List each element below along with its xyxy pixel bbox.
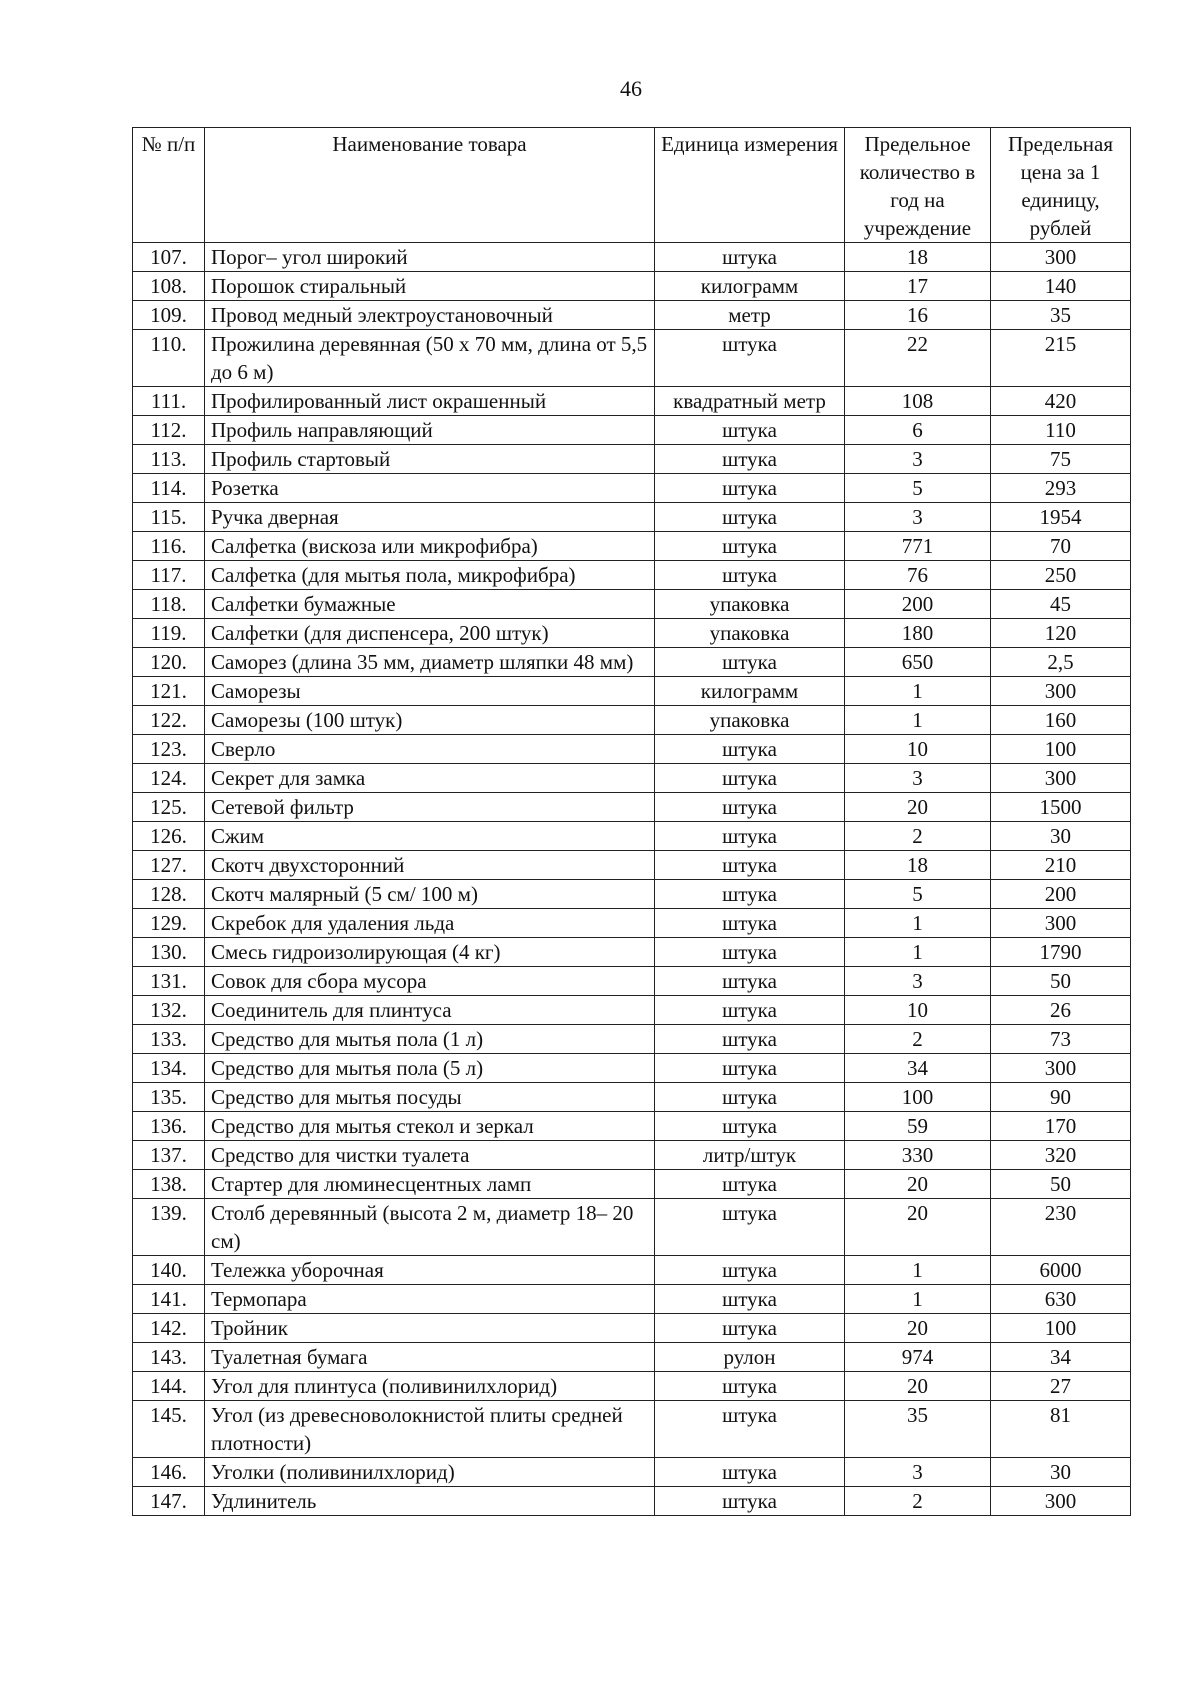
cell-qty: 20 <box>845 793 991 822</box>
cell-unit: штука <box>655 1025 845 1054</box>
cell-qty: 34 <box>845 1054 991 1083</box>
cell-unit: литр/штук <box>655 1141 845 1170</box>
cell-name: Средство для мытья стекол и зеркал <box>205 1112 655 1141</box>
cell-name: Туалетная бумага <box>205 1343 655 1372</box>
cell-name: Профиль стартовый <box>205 445 655 474</box>
table-row <box>133 503 1131 532</box>
cell-price: 81 <box>991 1401 1131 1458</box>
cell-name: Средство для чистки туалета <box>205 1141 655 1170</box>
table-row <box>133 851 1131 880</box>
cell-name: Столб деревянный (высота 2 м, диаметр 18– 20 см) <box>205 1199 655 1256</box>
cell-unit: штука <box>655 735 845 764</box>
cell-num: 136. <box>133 1112 205 1141</box>
cell-num: 146. <box>133 1458 205 1487</box>
cell-qty: 2 <box>845 1025 991 1054</box>
cell-price: 320 <box>991 1141 1131 1170</box>
cell-num: 112. <box>133 416 205 445</box>
cell-name: Удлинитель <box>205 1487 655 1516</box>
cell-qty: 974 <box>845 1343 991 1372</box>
cell-name: Соединитель для плинтуса <box>205 996 655 1025</box>
cell-price: 26 <box>991 996 1131 1025</box>
table-row <box>133 243 1131 272</box>
table-row <box>133 1343 1131 1372</box>
cell-price: 100 <box>991 735 1131 764</box>
cell-unit: штука <box>655 851 845 880</box>
cell-price: 2,5 <box>991 648 1131 677</box>
cell-num: 135. <box>133 1083 205 1112</box>
cell-num: 123. <box>133 735 205 764</box>
header-num: № п/п <box>133 128 205 243</box>
cell-price: 45 <box>991 590 1131 619</box>
cell-price: 1954 <box>991 503 1131 532</box>
table-row <box>133 1170 1131 1199</box>
cell-qty: 3 <box>845 445 991 474</box>
cell-num: 108. <box>133 272 205 301</box>
cell-qty: 35 <box>845 1401 991 1458</box>
cell-qty: 1 <box>845 677 991 706</box>
table-row <box>133 909 1131 938</box>
cell-num: 122. <box>133 706 205 735</box>
cell-price: 300 <box>991 909 1131 938</box>
cell-num: 117. <box>133 561 205 590</box>
cell-price: 50 <box>991 967 1131 996</box>
table-row <box>133 1054 1131 1083</box>
cell-price: 34 <box>991 1343 1131 1372</box>
cell-num: 145. <box>133 1401 205 1458</box>
cell-num: 125. <box>133 793 205 822</box>
cell-price: 90 <box>991 1083 1131 1112</box>
cell-num: 111. <box>133 387 205 416</box>
table-row <box>133 648 1131 677</box>
page-number: 46 <box>620 76 642 101</box>
cell-price: 73 <box>991 1025 1131 1054</box>
cell-price: 170 <box>991 1112 1131 1141</box>
cell-name: Термопара <box>205 1285 655 1314</box>
cell-unit: штука <box>655 1487 845 1516</box>
table-row <box>133 1372 1131 1401</box>
cell-num: 119. <box>133 619 205 648</box>
cell-num: 118. <box>133 590 205 619</box>
cell-qty: 1 <box>845 909 991 938</box>
cell-price: 300 <box>991 677 1131 706</box>
cell-qty: 10 <box>845 735 991 764</box>
cell-qty: 5 <box>845 474 991 503</box>
cell-name: Угол для плинтуса (поливинилхлорид) <box>205 1372 655 1401</box>
table-row <box>133 1112 1131 1141</box>
cell-qty: 20 <box>845 1170 991 1199</box>
table-row <box>133 1199 1131 1256</box>
cell-qty: 650 <box>845 648 991 677</box>
cell-name: Сетевой фильтр <box>205 793 655 822</box>
cell-unit: штука <box>655 445 845 474</box>
goods-table <box>132 127 1131 1516</box>
cell-unit: штука <box>655 561 845 590</box>
cell-name: Средство для мытья посуды <box>205 1083 655 1112</box>
cell-unit: штука <box>655 1458 845 1487</box>
table-row <box>133 1285 1131 1314</box>
cell-num: 113. <box>133 445 205 474</box>
cell-num: 144. <box>133 1372 205 1401</box>
table-row <box>133 272 1131 301</box>
cell-price: 420 <box>991 387 1131 416</box>
cell-name: Средство для мытья пола (5 л) <box>205 1054 655 1083</box>
header-row <box>133 128 1131 243</box>
header-name: Наименование товара <box>205 128 655 243</box>
cell-qty: 330 <box>845 1141 991 1170</box>
table-row <box>133 880 1131 909</box>
cell-name: Прожилина деревянная (50 х 70 мм, длина от 5,5 до 6 м) <box>205 330 655 387</box>
cell-name: Порог– угол широкий <box>205 243 655 272</box>
cell-qty: 1 <box>845 1256 991 1285</box>
table-row <box>133 677 1131 706</box>
cell-qty: 3 <box>845 764 991 793</box>
cell-name: Салфетки бумажные <box>205 590 655 619</box>
cell-unit: штука <box>655 938 845 967</box>
cell-price: 200 <box>991 880 1131 909</box>
cell-qty: 5 <box>845 880 991 909</box>
cell-qty: 2 <box>845 1487 991 1516</box>
cell-num: 110. <box>133 330 205 387</box>
cell-qty: 200 <box>845 590 991 619</box>
table-row <box>133 590 1131 619</box>
cell-price: 70 <box>991 532 1131 561</box>
cell-unit: упаковка <box>655 619 845 648</box>
cell-unit: штука <box>655 503 845 532</box>
cell-price: 100 <box>991 1314 1131 1343</box>
cell-qty: 16 <box>845 301 991 330</box>
cell-price: 300 <box>991 1487 1131 1516</box>
cell-num: 131. <box>133 967 205 996</box>
cell-qty: 771 <box>845 532 991 561</box>
table-body <box>133 243 1131 1516</box>
cell-unit: штука <box>655 1314 845 1343</box>
cell-qty: 18 <box>845 851 991 880</box>
cell-qty: 1 <box>845 706 991 735</box>
cell-qty: 6 <box>845 416 991 445</box>
cell-unit: штука <box>655 474 845 503</box>
cell-qty: 3 <box>845 503 991 532</box>
table-row <box>133 793 1131 822</box>
cell-unit: штука <box>655 880 845 909</box>
cell-unit: штука <box>655 909 845 938</box>
cell-price: 210 <box>991 851 1131 880</box>
cell-qty: 76 <box>845 561 991 590</box>
cell-num: 127. <box>133 851 205 880</box>
cell-name: Профилированный лист окрашенный <box>205 387 655 416</box>
cell-qty: 2 <box>845 822 991 851</box>
cell-name: Саморезы (100 штук) <box>205 706 655 735</box>
cell-qty: 1 <box>845 938 991 967</box>
cell-unit: штука <box>655 330 845 387</box>
cell-unit: штука <box>655 648 845 677</box>
cell-num: 120. <box>133 648 205 677</box>
cell-name: Порошок стиральный <box>205 272 655 301</box>
cell-num: 129. <box>133 909 205 938</box>
cell-unit: штука <box>655 243 845 272</box>
table-header <box>133 128 1131 243</box>
table-row <box>133 561 1131 590</box>
table-row <box>133 532 1131 561</box>
cell-price: 27 <box>991 1372 1131 1401</box>
table-row <box>133 996 1131 1025</box>
cell-qty: 18 <box>845 243 991 272</box>
cell-name: Саморезы <box>205 677 655 706</box>
cell-price: 35 <box>991 301 1131 330</box>
cell-num: 121. <box>133 677 205 706</box>
cell-unit: штука <box>655 1285 845 1314</box>
cell-qty: 3 <box>845 967 991 996</box>
table-row <box>133 1458 1131 1487</box>
cell-name: Саморез (длина 35 мм, диаметр шляпки 48 мм) <box>205 648 655 677</box>
table-row <box>133 416 1131 445</box>
table-row <box>133 967 1131 996</box>
cell-name: Провод медный электроустановочный <box>205 301 655 330</box>
cell-unit: штука <box>655 1372 845 1401</box>
cell-qty: 3 <box>845 1458 991 1487</box>
cell-name: Ручка дверная <box>205 503 655 532</box>
cell-num: 115. <box>133 503 205 532</box>
cell-qty: 20 <box>845 1199 991 1256</box>
header-unit: Единица измерения <box>655 128 845 243</box>
cell-qty: 20 <box>845 1372 991 1401</box>
cell-price: 6000 <box>991 1256 1131 1285</box>
cell-unit: штука <box>655 1199 845 1256</box>
cell-unit: упаковка <box>655 706 845 735</box>
table-row <box>133 706 1131 735</box>
cell-unit: килограмм <box>655 677 845 706</box>
cell-price: 30 <box>991 1458 1131 1487</box>
cell-num: 139. <box>133 1199 205 1256</box>
table-row <box>133 1314 1131 1343</box>
cell-num: 137. <box>133 1141 205 1170</box>
cell-price: 160 <box>991 706 1131 735</box>
cell-name: Смесь гидроизолирующая (4 кг) <box>205 938 655 967</box>
cell-name: Скотч малярный (5 см/ 100 м) <box>205 880 655 909</box>
cell-unit: штука <box>655 996 845 1025</box>
cell-num: 140. <box>133 1256 205 1285</box>
cell-price: 120 <box>991 619 1131 648</box>
cell-price: 75 <box>991 445 1131 474</box>
cell-unit: штука <box>655 532 845 561</box>
cell-price: 293 <box>991 474 1131 503</box>
table-row <box>133 735 1131 764</box>
cell-name: Тележка уборочная <box>205 1256 655 1285</box>
cell-name: Сверло <box>205 735 655 764</box>
cell-price: 630 <box>991 1285 1131 1314</box>
cell-unit: штука <box>655 1401 845 1458</box>
cell-num: 147. <box>133 1487 205 1516</box>
cell-name: Сжим <box>205 822 655 851</box>
cell-unit: штука <box>655 1083 845 1112</box>
cell-price: 50 <box>991 1170 1131 1199</box>
header-price: Предельная цена за 1 единицу, рублей <box>991 128 1131 243</box>
cell-price: 300 <box>991 1054 1131 1083</box>
cell-price: 140 <box>991 272 1131 301</box>
cell-num: 128. <box>133 880 205 909</box>
cell-price: 1790 <box>991 938 1131 967</box>
table-row <box>133 1401 1131 1458</box>
cell-qty: 22 <box>845 330 991 387</box>
cell-qty: 108 <box>845 387 991 416</box>
cell-num: 126. <box>133 822 205 851</box>
cell-name: Скребок для удаления льда <box>205 909 655 938</box>
cell-unit: килограмм <box>655 272 845 301</box>
cell-qty: 17 <box>845 272 991 301</box>
cell-num: 134. <box>133 1054 205 1083</box>
table-row <box>133 1141 1131 1170</box>
cell-num: 142. <box>133 1314 205 1343</box>
cell-unit: штука <box>655 1256 845 1285</box>
cell-unit: штука <box>655 793 845 822</box>
cell-unit: упаковка <box>655 590 845 619</box>
cell-num: 114. <box>133 474 205 503</box>
table-row <box>133 1025 1131 1054</box>
cell-num: 130. <box>133 938 205 967</box>
cell-qty: 100 <box>845 1083 991 1112</box>
cell-unit: квадратный метр <box>655 387 845 416</box>
cell-qty: 1 <box>845 1285 991 1314</box>
cell-qty: 180 <box>845 619 991 648</box>
cell-num: 116. <box>133 532 205 561</box>
cell-name: Средство для мытья пола (1 л) <box>205 1025 655 1054</box>
cell-unit: штука <box>655 416 845 445</box>
cell-num: 132. <box>133 996 205 1025</box>
table-row <box>133 301 1131 330</box>
cell-unit: штука <box>655 1170 845 1199</box>
cell-num: 143. <box>133 1343 205 1372</box>
cell-name: Секрет для замка <box>205 764 655 793</box>
table-row <box>133 1487 1131 1516</box>
cell-num: 107. <box>133 243 205 272</box>
cell-qty: 59 <box>845 1112 991 1141</box>
cell-price: 110 <box>991 416 1131 445</box>
cell-unit: штука <box>655 1054 845 1083</box>
cell-price: 30 <box>991 822 1131 851</box>
cell-num: 138. <box>133 1170 205 1199</box>
cell-name: Тройник <box>205 1314 655 1343</box>
cell-num: 141. <box>133 1285 205 1314</box>
cell-name: Совок для сбора мусора <box>205 967 655 996</box>
cell-num: 124. <box>133 764 205 793</box>
cell-unit: штука <box>655 764 845 793</box>
cell-name: Профиль направляющий <box>205 416 655 445</box>
cell-name: Скотч двухсторонний <box>205 851 655 880</box>
cell-name: Салфетка (для мытья пола, микрофибра) <box>205 561 655 590</box>
cell-unit: штука <box>655 1112 845 1141</box>
table-row <box>133 387 1131 416</box>
cell-name: Розетка <box>205 474 655 503</box>
cell-unit: штука <box>655 967 845 996</box>
cell-name: Салфетки (для диспенсера, 200 штук) <box>205 619 655 648</box>
cell-num: 133. <box>133 1025 205 1054</box>
cell-qty: 20 <box>845 1314 991 1343</box>
cell-qty: 10 <box>845 996 991 1025</box>
table-row <box>133 938 1131 967</box>
table-row <box>133 619 1131 648</box>
cell-name: Уголки (поливинилхлорид) <box>205 1458 655 1487</box>
cell-num: 109. <box>133 301 205 330</box>
table-row <box>133 1256 1131 1285</box>
table-row <box>133 330 1131 387</box>
cell-price: 250 <box>991 561 1131 590</box>
cell-name: Угол (из древесноволокнистой плиты средней плотности) <box>205 1401 655 1458</box>
cell-name: Стартер для люминесцентных ламп <box>205 1170 655 1199</box>
cell-price: 230 <box>991 1199 1131 1256</box>
cell-price: 1500 <box>991 793 1131 822</box>
cell-price: 300 <box>991 243 1131 272</box>
cell-unit: метр <box>655 301 845 330</box>
table-row <box>133 822 1131 851</box>
cell-name: Салфетка (вискоза или микрофибра) <box>205 532 655 561</box>
table-row <box>133 474 1131 503</box>
cell-unit: штука <box>655 822 845 851</box>
table-row <box>133 764 1131 793</box>
header-qty: Предельное количество в год на учреждение <box>845 128 991 243</box>
cell-price: 215 <box>991 330 1131 387</box>
table-row <box>133 445 1131 474</box>
table-row <box>133 1083 1131 1112</box>
cell-price: 300 <box>991 764 1131 793</box>
cell-unit: рулон <box>655 1343 845 1372</box>
